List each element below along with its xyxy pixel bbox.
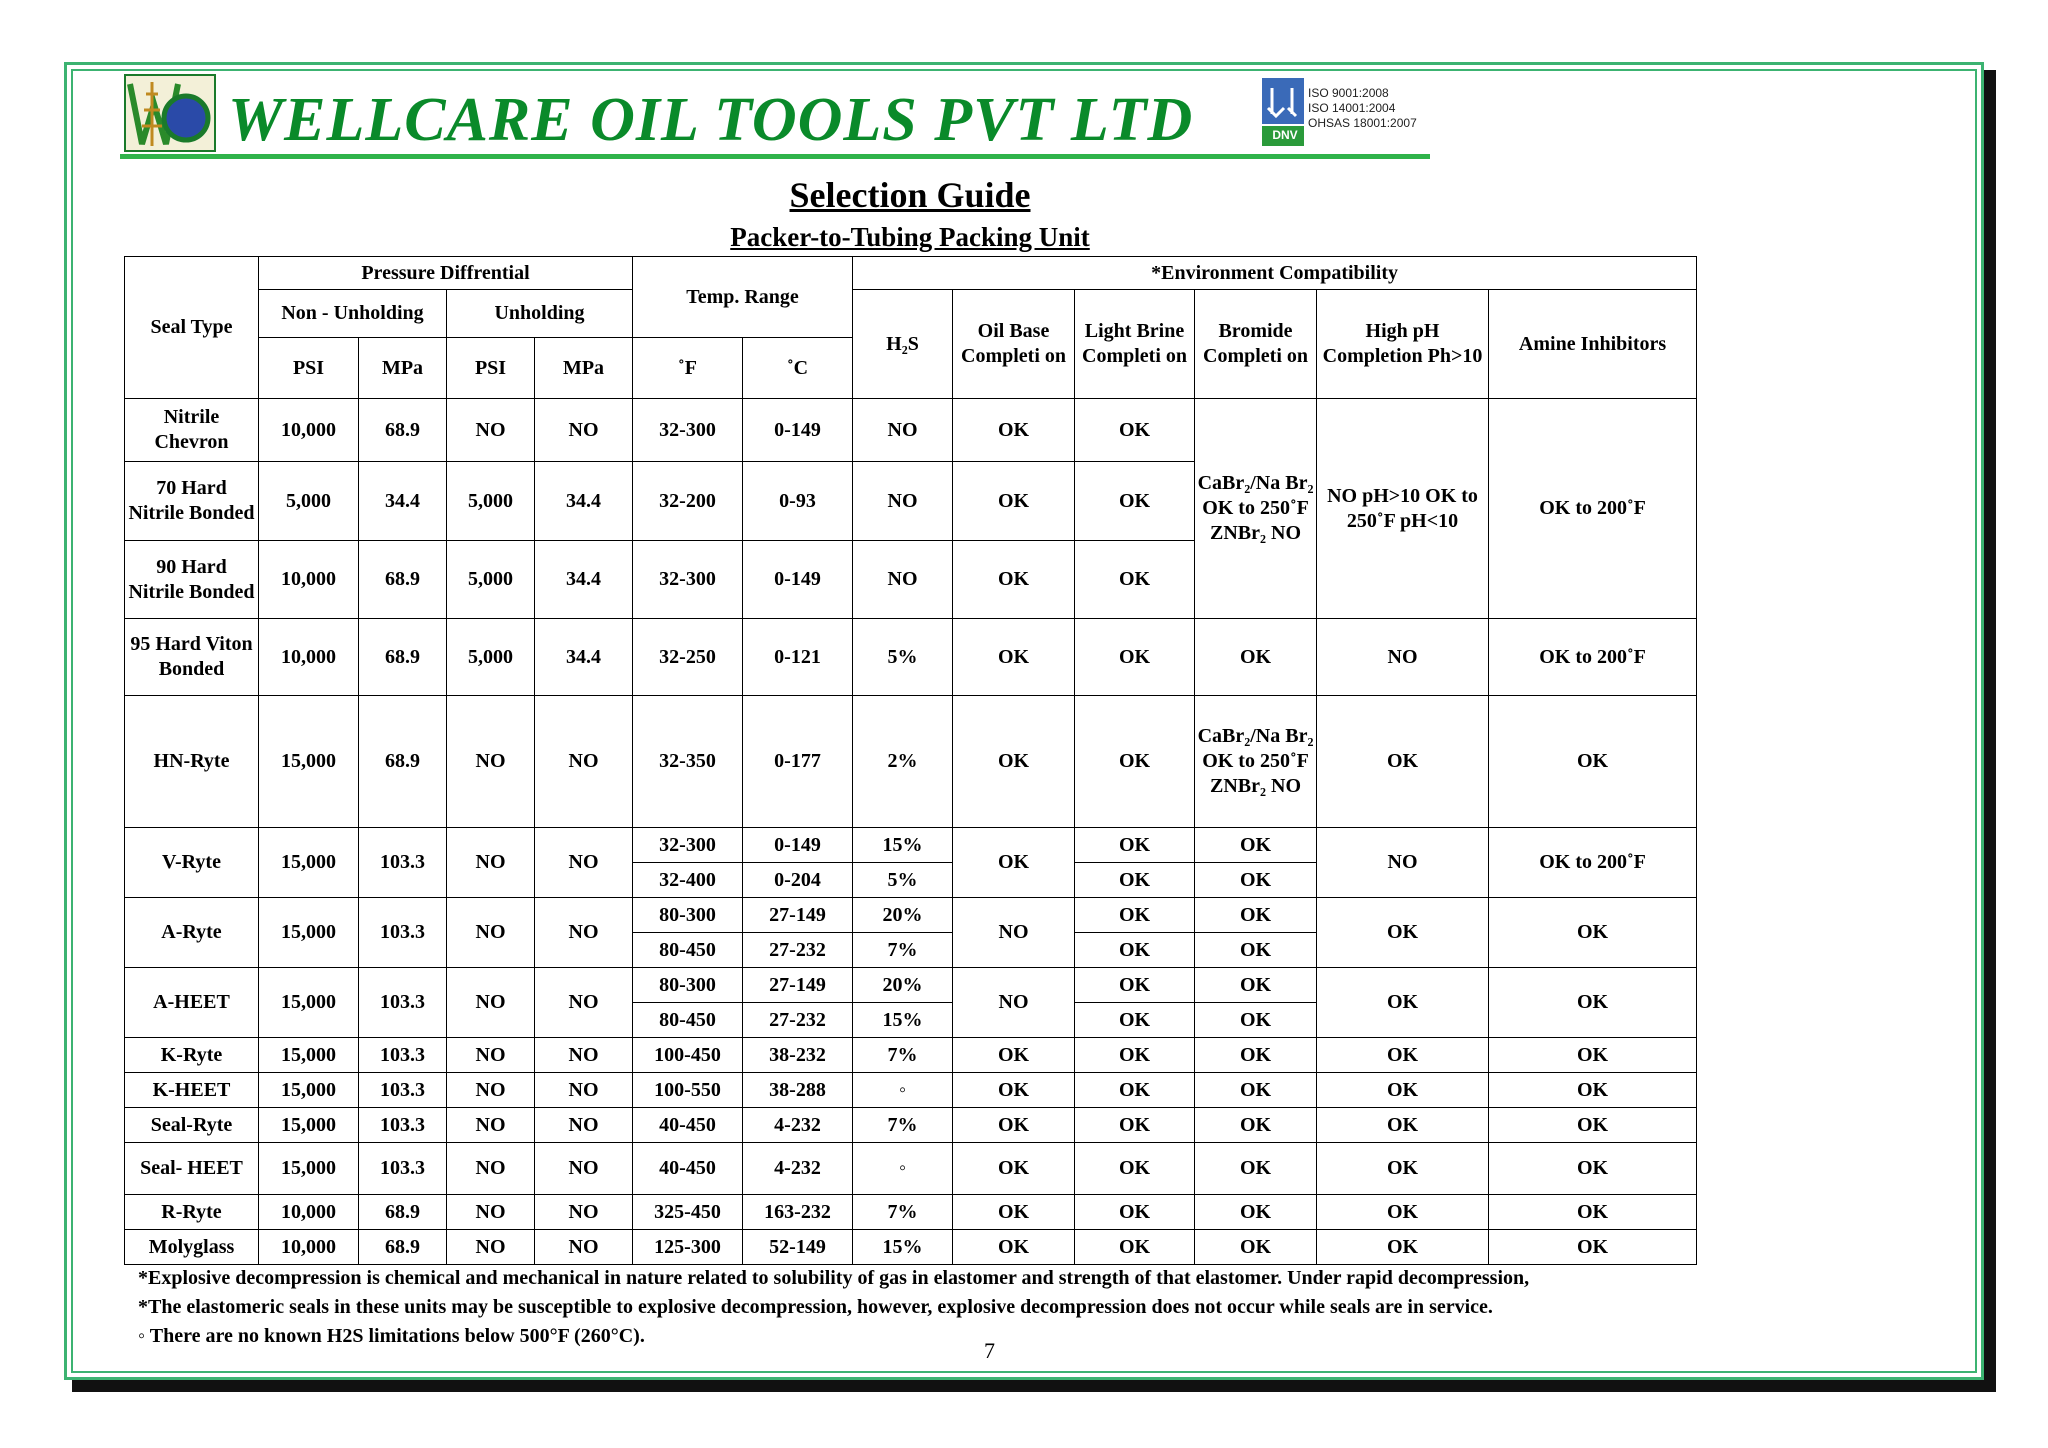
cell: 10,000 <box>259 541 359 619</box>
cell: 27-149 <box>743 968 853 1003</box>
cell: OK <box>1195 1003 1317 1038</box>
cell: NO <box>1317 828 1489 898</box>
cell: NO <box>853 541 953 619</box>
cell: 325-450 <box>633 1195 743 1230</box>
table-row <box>125 1143 1697 1195</box>
cell: OK <box>1195 968 1317 1003</box>
cell: OK <box>953 696 1075 828</box>
cell: OK <box>1075 863 1195 898</box>
cell: 7% <box>853 1038 953 1073</box>
cell: 103.3 <box>359 1143 447 1195</box>
page-number: 7 <box>984 1338 995 1363</box>
cell: 80-300 <box>633 968 743 1003</box>
cell: NO <box>535 1108 633 1143</box>
cell: OK <box>1195 1073 1317 1108</box>
cell: OK <box>1075 1230 1195 1265</box>
cell: 32-200 <box>633 462 743 541</box>
footnotes <box>138 1264 1529 1351</box>
cell: 15,000 <box>259 696 359 828</box>
cell: 15% <box>853 1003 953 1038</box>
cell: NO <box>447 1143 535 1195</box>
cell: 5% <box>853 863 953 898</box>
cell: NO <box>535 898 633 968</box>
cell: OK <box>953 1230 1075 1265</box>
cell: 32-350 <box>633 696 743 828</box>
cell: OK <box>953 1143 1075 1195</box>
cell-seal: 95 Hard Viton Bonded <box>125 619 259 696</box>
cell: NO <box>447 1195 535 1230</box>
cell: OK <box>1195 863 1317 898</box>
cell: 0-177 <box>743 696 853 828</box>
cell: OK <box>1489 696 1697 828</box>
cell: OK <box>1075 1195 1195 1230</box>
cell: OK <box>1195 828 1317 863</box>
cell: 80-300 <box>633 898 743 933</box>
cell: OK <box>1317 1230 1489 1265</box>
header-high-ph: High pH Completion Ph>10 <box>1317 290 1489 399</box>
cell: 34.4 <box>359 462 447 541</box>
cell-seal: K-Ryte <box>125 1038 259 1073</box>
cell-seal: Seal- HEET <box>125 1143 259 1195</box>
cell-seal: Nitrile Chevron <box>125 399 259 462</box>
header-deg-f: ˚F <box>633 338 743 399</box>
cell: 4-232 <box>743 1143 853 1195</box>
cell: NO <box>1317 619 1489 696</box>
cell: 80-450 <box>633 1003 743 1038</box>
cell: NO <box>535 1038 633 1073</box>
cell: NO <box>447 828 535 898</box>
cell: OK <box>1075 933 1195 968</box>
cell: NO <box>447 1108 535 1143</box>
cell: NO <box>953 968 1075 1038</box>
cell: 103.3 <box>359 828 447 898</box>
cell: 100-450 <box>633 1038 743 1073</box>
cell: 15% <box>853 1230 953 1265</box>
table-row <box>125 898 1697 933</box>
cell: 15,000 <box>259 898 359 968</box>
cell: 34.4 <box>535 462 633 541</box>
cell: 103.3 <box>359 1038 447 1073</box>
cell-high-ph-group: NO pH>10 OK to 250˚F pH<10 <box>1317 399 1489 619</box>
header-divider <box>120 154 1430 159</box>
cert-ohsas: OHSAS 18001:2007 <box>1308 116 1417 130</box>
header-bromide: Bromide Completi on <box>1195 290 1317 399</box>
cell: NO <box>953 898 1075 968</box>
cell: 10,000 <box>259 1230 359 1265</box>
cell: OK <box>1317 1108 1489 1143</box>
cert-brand: DNV <box>1272 128 1298 142</box>
cell: 34.4 <box>535 541 633 619</box>
table-row <box>125 1230 1697 1265</box>
cell: 10,000 <box>259 619 359 696</box>
cell: NO <box>447 696 535 828</box>
cell: OK <box>1195 1230 1317 1265</box>
cell: CaBr₂/Na Br₂ OK to 250˚F ZNBr₂ NO <box>1195 696 1317 828</box>
table-row <box>125 1195 1697 1230</box>
cell: 68.9 <box>359 619 447 696</box>
cell: ◦ <box>853 1143 953 1195</box>
cell: OK <box>1317 968 1489 1038</box>
cell: 10,000 <box>259 1195 359 1230</box>
cell: 38-232 <box>743 1038 853 1073</box>
cell-amine-group: OK to 200˚F <box>1489 399 1697 619</box>
header-seal-type: Seal Type <box>125 257 259 399</box>
cell: OK <box>953 619 1075 696</box>
cell: 20% <box>853 898 953 933</box>
cell: 103.3 <box>359 1073 447 1108</box>
cell-seal: Molyglass <box>125 1230 259 1265</box>
cell: 5,000 <box>259 462 359 541</box>
cell: OK <box>1489 1108 1697 1143</box>
cell: 163-232 <box>743 1195 853 1230</box>
cell: 68.9 <box>359 399 447 462</box>
cert-iso9001: ISO 9001:2008 <box>1308 86 1389 100</box>
footnote-explosive-decompression: *Explosive decompression is chemical and mechanical in nature related to solubility of gas in elastomer and strength of that elastomer. Under rapid decompression, <box>138 1267 1530 1289</box>
cell: 10,000 <box>259 399 359 462</box>
cell: 80-450 <box>633 933 743 968</box>
company-logo-icon <box>124 74 216 152</box>
cell: OK <box>953 541 1075 619</box>
cell: 5,000 <box>447 541 535 619</box>
cell: OK <box>1195 619 1317 696</box>
cell: OK <box>1075 968 1195 1003</box>
table-row <box>125 696 1697 828</box>
cell: OK <box>1075 828 1195 863</box>
cell: 7% <box>853 1108 953 1143</box>
cell: ◦ <box>853 1073 953 1108</box>
cell-seal: 70 Hard Nitrile Bonded <box>125 462 259 541</box>
header-environment: *Environment Compatibility <box>853 257 1697 290</box>
cell-seal: Seal-Ryte <box>125 1108 259 1143</box>
header-u-psi: PSI <box>447 338 535 399</box>
cell: 52-149 <box>743 1230 853 1265</box>
cell: OK <box>953 399 1075 462</box>
cell: 27-232 <box>743 933 853 968</box>
cell: 15,000 <box>259 828 359 898</box>
cell: 5,000 <box>447 619 535 696</box>
cell: OK <box>1075 1003 1195 1038</box>
cell: OK <box>1317 1143 1489 1195</box>
cell: OK to 200˚F <box>1489 828 1697 898</box>
table-row <box>125 828 1697 863</box>
cell: NO <box>535 1073 633 1108</box>
cell: 32-300 <box>633 541 743 619</box>
cell: 40-450 <box>633 1108 743 1143</box>
page-subtitle: Packer-to-Tubing Packing Unit <box>730 222 1090 252</box>
cell: NO <box>853 399 953 462</box>
cell: NO <box>447 1073 535 1108</box>
cell: OK <box>1195 1038 1317 1073</box>
cell: 15,000 <box>259 1038 359 1073</box>
header-unholding: Unholding <box>447 290 633 338</box>
cell: OK <box>1075 696 1195 828</box>
header-oil-base: Oil Base Completi on <box>953 290 1075 399</box>
cell: 103.3 <box>359 1108 447 1143</box>
table-row <box>125 1073 1697 1108</box>
cell: OK <box>1195 1143 1317 1195</box>
cell: NO <box>853 462 953 541</box>
cell-seal: HN-Ryte <box>125 696 259 828</box>
cell: 4-232 <box>743 1108 853 1143</box>
cell: OK <box>953 1038 1075 1073</box>
cell: 20% <box>853 968 953 1003</box>
company-name: WELLCARE OIL TOOLS PVT LTD <box>228 86 1194 154</box>
cell: OK <box>953 462 1075 541</box>
header-deg-c: ˚C <box>743 338 853 399</box>
cell: NO <box>447 1230 535 1265</box>
cell: 5,000 <box>447 462 535 541</box>
cell: NO <box>535 399 633 462</box>
cell: 38-288 <box>743 1073 853 1108</box>
cell: OK <box>1195 1195 1317 1230</box>
cell: NO <box>535 968 633 1038</box>
page-title: Selection Guide <box>789 175 1031 215</box>
cell: 15,000 <box>259 1143 359 1195</box>
cell-seal: K-HEET <box>125 1073 259 1108</box>
cell: OK <box>1195 933 1317 968</box>
cell: NO <box>447 898 535 968</box>
cell: 32-300 <box>633 399 743 462</box>
table-row <box>125 1038 1697 1073</box>
table-row <box>125 968 1697 1003</box>
table-row <box>125 619 1697 696</box>
cell: 32-400 <box>633 863 743 898</box>
cell: 103.3 <box>359 898 447 968</box>
cell: 100-550 <box>633 1073 743 1108</box>
cell: 15,000 <box>259 968 359 1038</box>
cell: 0-121 <box>743 619 853 696</box>
cell: 7% <box>853 1195 953 1230</box>
cell: 15,000 <box>259 1108 359 1143</box>
cell: 32-250 <box>633 619 743 696</box>
cell: OK <box>1489 1073 1697 1108</box>
cell: 68.9 <box>359 1195 447 1230</box>
cell: NO <box>447 1038 535 1073</box>
cell-seal: 90 Hard Nitrile Bonded <box>125 541 259 619</box>
cell: OK <box>953 1073 1075 1108</box>
cell: NO <box>535 696 633 828</box>
certification-list <box>1308 86 1417 131</box>
cell: 2% <box>853 696 953 828</box>
cell: OK <box>1075 1038 1195 1073</box>
cell: OK <box>1075 541 1195 619</box>
cell: NO <box>535 1230 633 1265</box>
cell: OK <box>1317 1038 1489 1073</box>
cell: NO <box>447 399 535 462</box>
cell: OK <box>953 828 1075 898</box>
cell: 68.9 <box>359 541 447 619</box>
cell: 34.4 <box>535 619 633 696</box>
cell-bromide-group: CaBr₂/Na Br₂ OK to 250˚F ZNBr₂ NO <box>1195 399 1317 619</box>
cell: OK <box>1489 1230 1697 1265</box>
cell-seal: R-Ryte <box>125 1195 259 1230</box>
cell: 0-149 <box>743 828 853 863</box>
cell: OK <box>1489 1195 1697 1230</box>
header-non-unholding: Non - Unholding <box>259 290 447 338</box>
header-pressure-differential: Pressure Diffrential <box>259 257 633 290</box>
cell-seal: V-Ryte <box>125 828 259 898</box>
cell: OK to 200˚F <box>1489 619 1697 696</box>
cell: 125-300 <box>633 1230 743 1265</box>
header-h2s: H₂S <box>853 290 953 399</box>
cell: 68.9 <box>359 696 447 828</box>
cell: OK <box>1489 1143 1697 1195</box>
cell: 0-149 <box>743 541 853 619</box>
cell: OK <box>1489 968 1697 1038</box>
header-nu-mpa: MPa <box>359 338 447 399</box>
cell: OK <box>1075 898 1195 933</box>
cell: OK <box>1489 898 1697 968</box>
cell: OK <box>1075 1073 1195 1108</box>
selection-table <box>124 256 1697 1265</box>
header-amine: Amine Inhibitors <box>1489 290 1697 399</box>
cell: 0-93 <box>743 462 853 541</box>
header-u-mpa: MPa <box>535 338 633 399</box>
cell: NO <box>447 968 535 1038</box>
cell: OK <box>1317 696 1489 828</box>
cell: OK <box>953 1195 1075 1230</box>
cell: 15% <box>853 828 953 863</box>
cert-iso14001: ISO 14001:2004 <box>1308 101 1396 115</box>
cell: 0-149 <box>743 399 853 462</box>
cell: OK <box>1489 1038 1697 1073</box>
cell: 40-450 <box>633 1143 743 1195</box>
cell: OK <box>1075 399 1195 462</box>
cell: 27-149 <box>743 898 853 933</box>
cell-seal: A-Ryte <box>125 898 259 968</box>
header-temp-range: Temp. Range <box>633 257 853 338</box>
cell: 68.9 <box>359 1230 447 1265</box>
cell: 7% <box>853 933 953 968</box>
footnote-h2s-limit: ◦ There are no known H2S limitations below 500°F (260°C). <box>138 1325 645 1347</box>
table-row <box>125 399 1697 462</box>
cell: NO <box>535 1143 633 1195</box>
cell: OK <box>1317 1195 1489 1230</box>
cell: 32-300 <box>633 828 743 863</box>
cell: NO <box>535 828 633 898</box>
cell: OK <box>1075 1143 1195 1195</box>
cell: OK <box>1195 898 1317 933</box>
cell: OK <box>953 1108 1075 1143</box>
cell: OK <box>1075 1108 1195 1143</box>
cell: OK <box>1317 1073 1489 1108</box>
cell: OK <box>1195 1108 1317 1143</box>
cell: 103.3 <box>359 968 447 1038</box>
header-light-brine: Light Brine Completi on <box>1075 290 1195 399</box>
cell: 0-204 <box>743 863 853 898</box>
cell: OK <box>1075 462 1195 541</box>
cell: 27-232 <box>743 1003 853 1038</box>
table-row <box>125 1108 1697 1143</box>
cell: OK <box>1075 619 1195 696</box>
cell-seal: A-HEET <box>125 968 259 1038</box>
cell: 5% <box>853 619 953 696</box>
header-nu-psi: PSI <box>259 338 359 399</box>
footnote-elastomeric-seals: *The elastomeric seals in these units may be susceptible to explosive decompression, however, explosive decompression does not occur while seals are in service. <box>138 1296 1493 1318</box>
cell: NO <box>535 1195 633 1230</box>
cell: OK <box>1317 898 1489 968</box>
cell: 15,000 <box>259 1073 359 1108</box>
